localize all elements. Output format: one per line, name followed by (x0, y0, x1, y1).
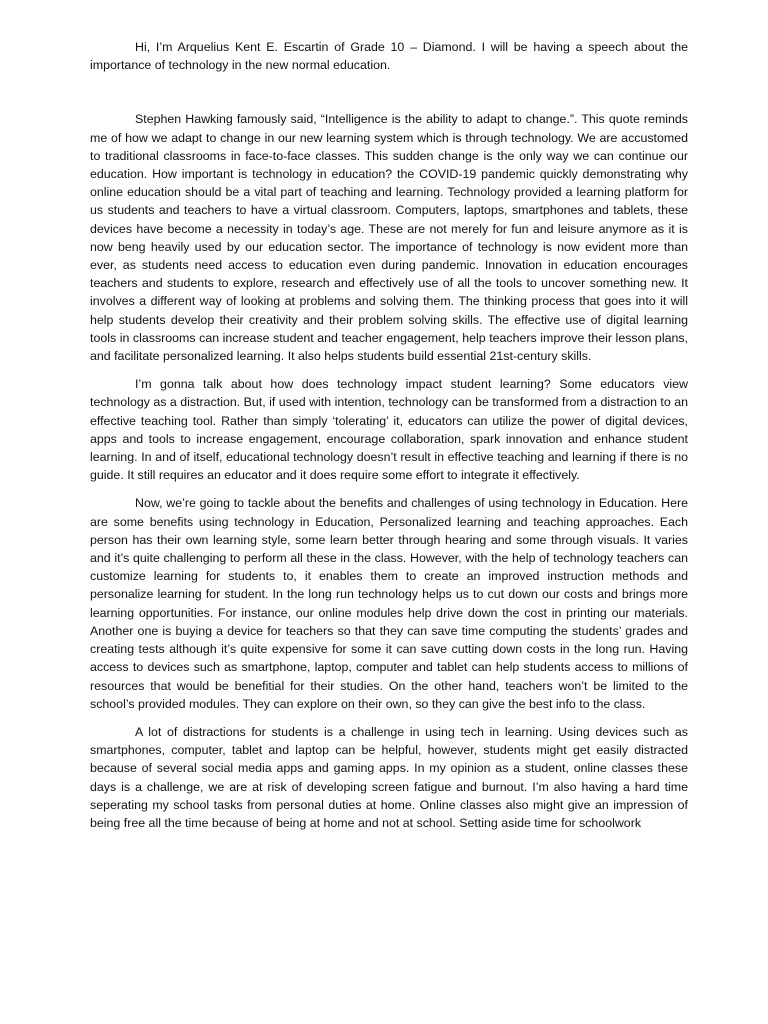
paragraph-student-learning: I’m gonna talk about how does technology impact student learning? Some educators view technology as a distraction. But, if used with intention, technology can be transformed from a distraction to an effective teaching tool. Rather than simply ‘tolerating’ it, educators can utilize the power of digital devices, apps and tools to increase engagement, encourage collaboration, spark innovation and enhance student learning. In and of itself, educational technology doesn’t result in effective teaching and learning if there is no guide. It still requires an educator and it does require some effort to integrate it effectively. (90, 377, 688, 483)
paragraph-distractions: A lot of distractions for students is a challenge in using tech in learning. Using devices such as smartphones, computer, tablet and laptop can be helpful, however, students might get easily distracted because of several social media apps and gaming apps. In my opinion as a student, online classes these days is a challenge, we are at risk of developing screen fatigue and burnout. I’m also having a hard time seperating my school tasks from personal duties at home. Online classes also might give an impression of being free all the time because of being at home and not at school. Setting aside time for schoolwork (90, 724, 688, 830)
speech-text (90, 38, 688, 832)
paragraph-hawking-quote: Stephen Hawking famously said, “Intelligence is the ability to adapt to change.”. This quote reminds me of how we adapt to change in our new learning system which is through technology. We are accustomed to traditional classrooms in face-to-face classes. This sudden change is the only way we can continue our education. How important is technology in education? the COVID-19 pandemic quickly demonstrating why online education should be a vital part of teaching and learning. Technology provided a learning platform for us students and teachers to have a virtual classroom. Computers, laptops, smartphones and tablets, these devices have become a necessity in today’s age. These are not merely for fun and leisure anymore as it is now beng heavily used by our education sector. The importance of technology is now evident more than ever, as students need access to education even during pandemic. Innovation in education encourages teachers and students to explore, research and effectively use of all the tools to uncover something new. It involves a different way of looking at problems and solving them. The thinking process that goes into it will help students develop their creativity and their problem solving skills. The effective use of digital learning tools in classrooms can increase student and teacher engagement, help teachers improve their lesson plans, and facilitate personalized learning. It also helps students build essential 21st-century skills. (90, 112, 688, 364)
paragraph-introduction: Hi, I’m Arquelius Kent E. Escartin of Grade 10 – Diamond. I will be having a speech about the importance of technology in the new normal education. (90, 40, 688, 73)
paragraph-benefits-challenges: Now, we’re going to tackle about the benefits and challenges of using technology in Education. Here are some benefits using technology in Education, Personalized learning and teaching approaches. Each person has their own learning style, some learn better through hearing and some through visuals. It varies and it’s quite challenging to perform all these in the class. However, with the help of technology teachers can customize learning for students to, it enables them to create an improved instruction methods and personalize learning for student. In the long run technology helps us to cut down our costs and brings more learning opportunities. For instance, our online modules help drive down the cost in printing our materials. Another one is buying a device for teachers so that they can save time computing the students’ grades and creating tests although it’s quite expensive for some it can save cutting down costs in the long run. Having access to devices such as smartphone, laptop, computer and tablet can help students access to millions of resources that would be benefitial for their studies. On the other hand, teachers won’t be limited to the school’s provided modules. They can explore on their own, so they can give the best info to the class. (90, 496, 688, 711)
